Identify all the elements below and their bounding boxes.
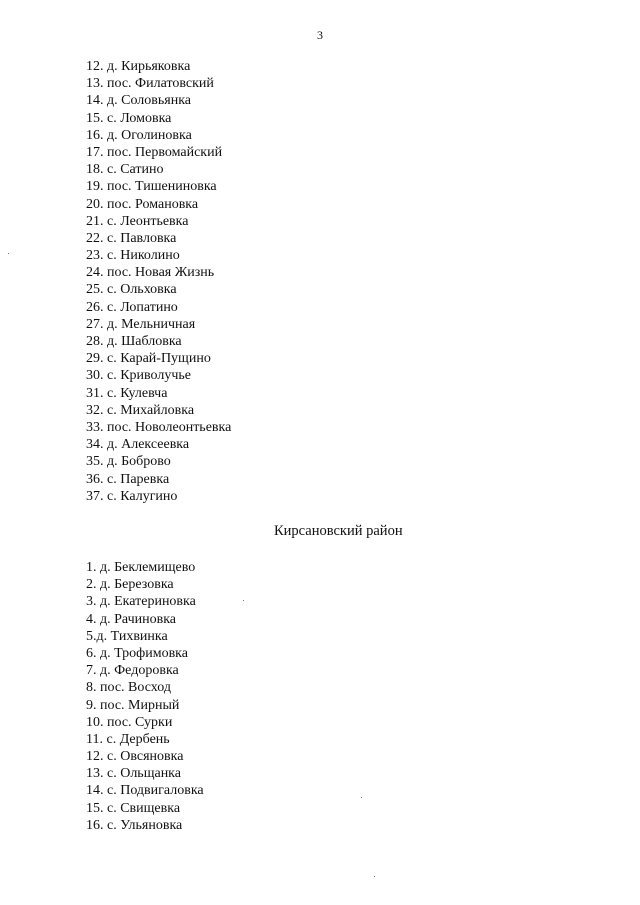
list-item: 23. с. Николино	[86, 248, 180, 264]
list-item: 9. пос. Мирный	[86, 697, 180, 713]
list-item: 29. с. Карай-Пущино	[86, 351, 211, 367]
list-item: 25. с. Ольховка	[86, 282, 177, 298]
list-item: 1. д. Беклемищево	[86, 560, 196, 575]
kirsanovsky-settlement-list	[86, 559, 204, 834]
list-item: 10. пос. Сурки	[86, 714, 173, 730]
list-item: 37. с. Калугино	[86, 488, 178, 504]
list-item: 28. д. Шабловка	[86, 334, 182, 349]
scan-speck	[361, 797, 362, 798]
list-item: 26. с. Лопатино	[86, 299, 178, 315]
list-item: 6. д. Трофимовка	[86, 645, 188, 661]
list-item: 16. д. Оголиновка	[86, 127, 192, 143]
scan-speck	[8, 253, 9, 254]
list-item: 7. д. Федоровка	[86, 663, 179, 679]
list-item: 31. с. Кулевча	[86, 385, 168, 401]
list-item: 17. пос. Первомайский	[86, 144, 223, 160]
list-item: 5.д. Тихвинка	[86, 628, 168, 644]
list-item: 24. пос. Новая Жизнь	[86, 265, 215, 281]
list-item: 14. с. Подвигаловка	[86, 783, 204, 799]
list-item: 15. с. Ломовка	[86, 110, 172, 126]
page-number: 3	[317, 28, 323, 42]
list-item: 16. с. Ульяновка	[86, 817, 183, 833]
list-item: 36. с. Паревка	[86, 471, 170, 487]
list-item: 2. д. Березовка	[86, 577, 174, 593]
list-item: 4. д. Рачиновка	[86, 611, 177, 627]
list-item: 18. с. Сатино	[86, 162, 164, 178]
list-item: 13. пос. Филатовский	[86, 76, 214, 92]
list-item: 19. пос. Тишениновка	[86, 179, 217, 195]
list-item: 22. с. Павловка	[86, 230, 177, 246]
list-item: 13. с. Ольщанка	[86, 766, 181, 782]
list-item: 8. пос. Восход	[86, 680, 171, 696]
list-item: 12. д. Кирьяковка	[86, 59, 191, 74]
list-item: 34. д. Алексеевка	[86, 437, 190, 453]
settlement-list-continued	[86, 58, 231, 505]
district-heading: Кирсановский район	[274, 523, 403, 539]
list-item: 12. с. Овсяновка	[86, 749, 184, 765]
scan-speck	[243, 600, 244, 601]
list-item: 14. д. Соловьянка	[86, 93, 191, 109]
list-item: 30. с. Криволучье	[86, 368, 191, 384]
list-item: 33. пос. Новолеонтьевка	[86, 419, 232, 435]
list-item: 27. д. Мельничная	[86, 316, 196, 332]
list-item: 35. д. Боброво	[86, 454, 171, 470]
list-item: 21. с. Леонтьевка	[86, 213, 189, 229]
list-item: 15. с. Свищевка	[86, 800, 181, 816]
list-item: 3. д. Екатериновка	[86, 594, 196, 610]
list-item: 20. пос. Романовка	[86, 196, 199, 212]
scan-speck	[374, 876, 375, 877]
list-item: 32. с. Михайловка	[86, 402, 195, 418]
list-item: 11. с. Дербень	[86, 731, 170, 747]
